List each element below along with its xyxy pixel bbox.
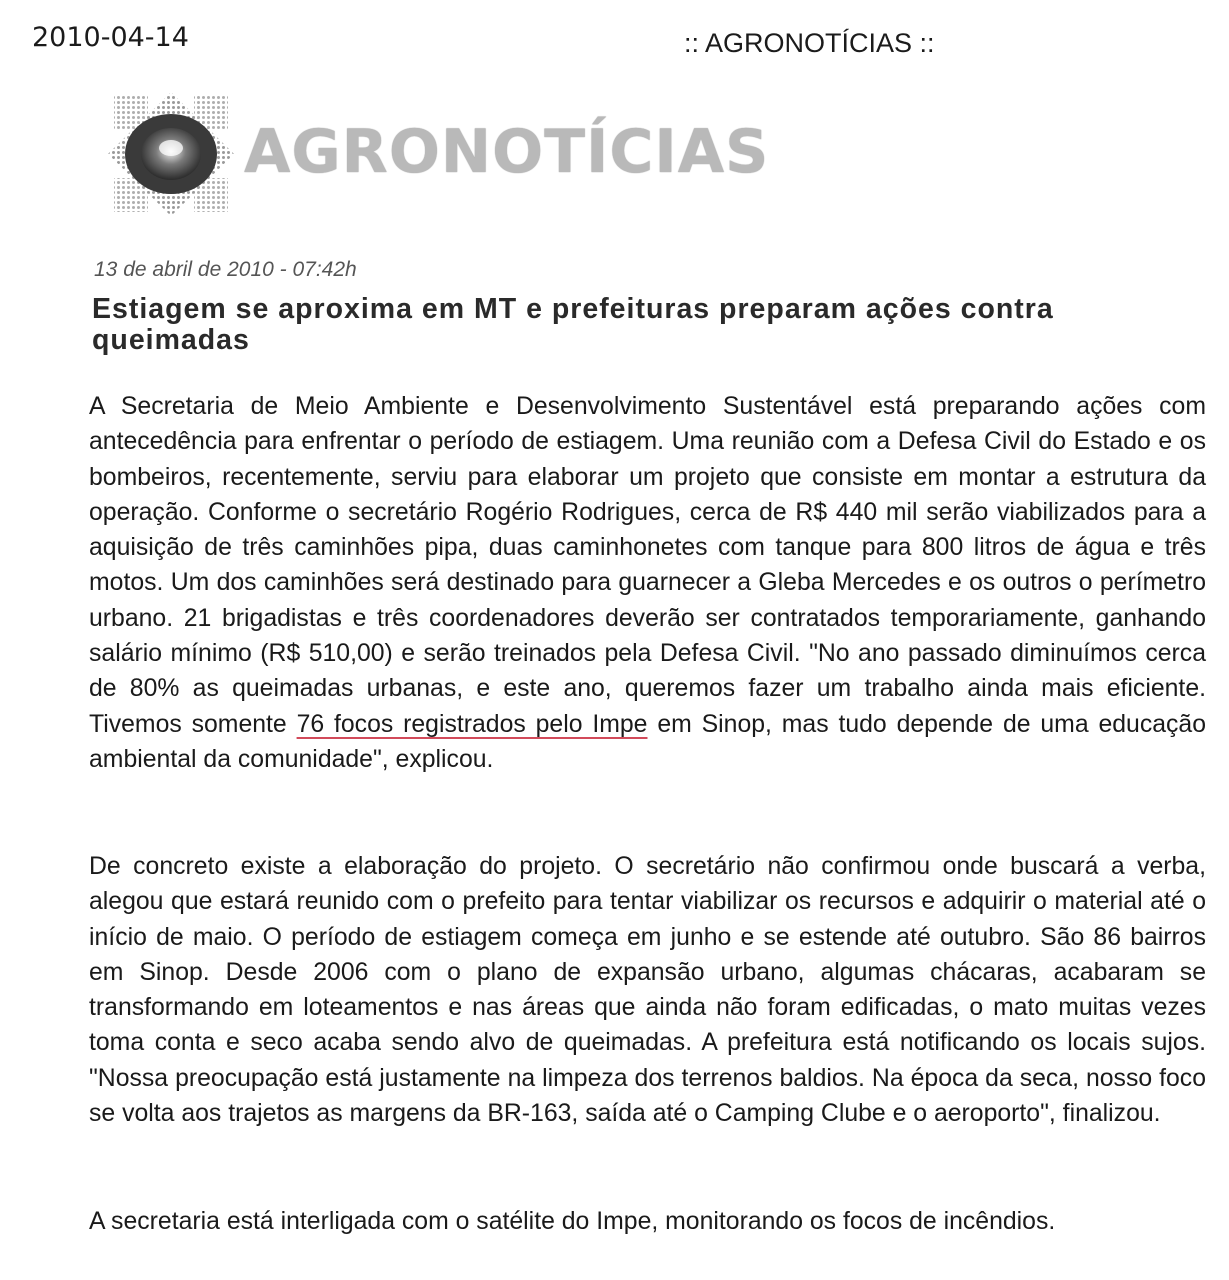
clipping-source: :: AGRONOTÍCIAS :: bbox=[684, 28, 935, 58]
dotted-diamond-logo-icon bbox=[106, 90, 236, 218]
article-date: 13 de abril de 2010 - 07:42h bbox=[94, 258, 357, 281]
underlined-highlight: 76 focos registrados pelo Impe bbox=[296, 710, 648, 738]
article-headline: Estiagem se aproxima em MT e prefeituras preparam ações contra queimadas bbox=[92, 293, 1054, 356]
article-paragraph-3: A secretaria está interligada com o satélite do Impe, monitorando os focos de incêndios. bbox=[89, 1208, 1056, 1235]
paragraph-1-text: A Secretaria de Meio Ambiente e Desenvolvimento Sustentável está preparando ações com antecedência para enfrentar o período de estiagem. Uma reunião com a Defesa Civil do Estado e os bombeiros, recentemente, serviu para elaborar um projeto que consiste em montar a estrutura da operação. Conforme o secretário Rogério Rodrigues, cerca de R$ 440 mil serão viabilizados para a aquisição de três caminhões pipa, duas caminhonetes com tanque para 800 litros de água e três motos. Um dos caminhões será destinado para guarnecer a Gleba Mercedes e os outros o perímetro urbano. 21 brigadistas e três coordenadores deverão ser contratados temporariamente, ganhando salário mínimo (R$ 510,00) e serão treinados pela Defesa Civil. "No ano passado diminuímos cerca de 80% as queimadas urbanas, e este ano, queremos fazer um trabalho ainda mais eficiente. Tivemos somente bbox=[89, 393, 1206, 738]
agronoticias-logo bbox=[100, 86, 770, 226]
article-paragraph-2: De concreto existe a elaboração do projeto. O secretário não confirmou onde buscará a verba, alegou que estará reunido com o prefeito para tentar viabilizar os recursos e adquirir o material até o início de maio. O período de estiagem começa em junho e se estende até outubro. São 86 bairros em Sinop. Desde 2006 com o plano de expansão urbano, algumas chácaras, acabaram se transformando em loteamentos e nas áreas que ainda não foram edificadas, o mato muitas vezes toma conta e seco acaba sendo alvo de queimadas. A prefeitura está notificando os locais sujos. "Nossa preocupação está justamente na limpeza dos terrenos baldios. Na época da seca, nosso foco se volta aos trajetos as margens da BR-163, saída até o Camping Clube e o aeroporto", finalizou. bbox=[89, 853, 1206, 1128]
article-paragraph-1 bbox=[89, 389, 1206, 777]
logo-wordmark: AGRONOTÍCIAS bbox=[244, 117, 770, 187]
paragraph-1-text-end: em Sinop, mas tudo depende de uma educação ambiental da comunidade", explicou. bbox=[89, 710, 1206, 773]
clipping-date: 2010-04-14 bbox=[32, 22, 189, 53]
